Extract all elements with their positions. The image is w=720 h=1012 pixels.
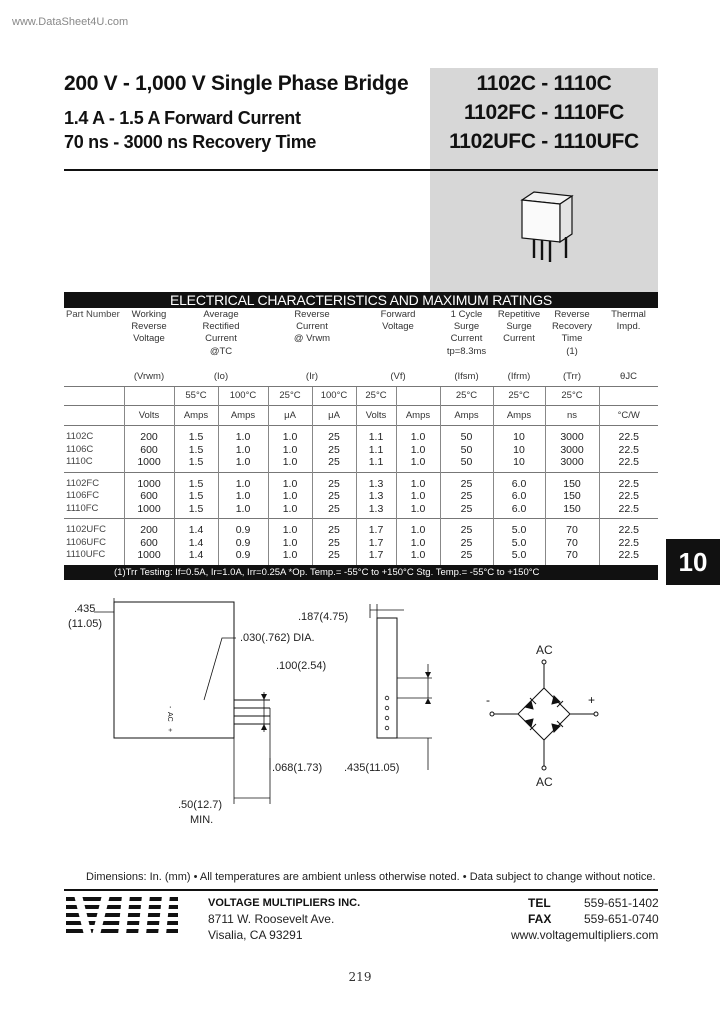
hdr-line: Repetitive bbox=[497, 309, 541, 320]
table-value: 70 bbox=[566, 524, 578, 536]
part-numbers-cell bbox=[64, 519, 124, 565]
forward-current-subtitle: 1.4 A - 1.5 A Forward Current bbox=[64, 108, 301, 128]
value-cell bbox=[493, 472, 545, 519]
table-value: 25 bbox=[328, 549, 340, 561]
value-cell bbox=[124, 426, 174, 473]
value-cell bbox=[218, 426, 268, 473]
table-value: 70 bbox=[566, 549, 578, 561]
table-value: 1.0 bbox=[235, 456, 251, 468]
table-value: 22.5 bbox=[618, 431, 639, 443]
data-rows bbox=[64, 426, 658, 565]
value-cell bbox=[545, 472, 599, 519]
part-number: 1110FC bbox=[66, 502, 99, 514]
title-rule bbox=[64, 169, 658, 171]
ac-bottom-label: AC bbox=[536, 775, 553, 789]
col-header-reverse-current bbox=[268, 308, 356, 368]
hdr-line: 1 Cycle bbox=[450, 309, 483, 320]
condition-cell: 25°C bbox=[268, 387, 312, 406]
value-cell bbox=[218, 519, 268, 565]
table-value: 1.4 bbox=[188, 549, 204, 561]
hdr-line: @TC bbox=[209, 345, 233, 357]
symbol-cell: (Ir) bbox=[305, 371, 319, 382]
part-number: 1110UFC bbox=[66, 549, 106, 560]
hdr-line: Reverse bbox=[131, 321, 167, 333]
value-cell bbox=[268, 519, 312, 565]
unit-cell: Volts bbox=[356, 406, 396, 426]
table-value: 10 bbox=[513, 456, 525, 468]
table-value: 1.0 bbox=[235, 443, 251, 456]
table-value: 22.5 bbox=[618, 549, 639, 561]
table-value: 1.5 bbox=[188, 443, 204, 456]
value-cell bbox=[312, 426, 356, 473]
table-value: 150 bbox=[563, 477, 581, 490]
table-value: 1.0 bbox=[282, 549, 298, 561]
condition-cell: 55°C bbox=[174, 387, 218, 406]
part-numbers-cell bbox=[64, 426, 124, 473]
table-value: 3000 bbox=[560, 443, 584, 456]
col-header-reverse-recovery bbox=[545, 308, 599, 368]
value-cell bbox=[599, 519, 658, 565]
value-cell bbox=[356, 426, 396, 473]
hdr-line: Forward bbox=[380, 309, 416, 320]
pin-mark-neg: - bbox=[166, 706, 173, 709]
symbol-cell: θJC bbox=[620, 371, 637, 382]
hdr-line: Time bbox=[561, 333, 583, 345]
company-address-2: Visalia, CA 93291 bbox=[208, 928, 303, 942]
unit-cell: Amps bbox=[218, 406, 268, 426]
company-address-1: 8711 W. Roosevelt Ave. bbox=[208, 912, 335, 926]
symbol-cell: (Vf) bbox=[390, 371, 406, 382]
condition-cell: 25°C bbox=[440, 387, 493, 406]
value-cell bbox=[174, 426, 218, 473]
schematic-neg-label: - bbox=[486, 693, 490, 707]
dim-435-side: .435(11.05) bbox=[344, 762, 400, 774]
table-value: 1.0 bbox=[410, 490, 426, 502]
hdr-line: Impd. bbox=[616, 321, 641, 333]
part-group-row bbox=[64, 519, 658, 565]
package-illustration bbox=[510, 186, 590, 272]
hdr-line: Reverse bbox=[554, 309, 590, 320]
section-tab: 10 bbox=[666, 539, 720, 585]
logo-text: VMI bbox=[66, 895, 68, 896]
value-cell bbox=[312, 519, 356, 565]
table-value: 1.5 bbox=[188, 502, 204, 515]
hdr-line: Surge bbox=[506, 321, 532, 333]
symbol-cell: (Vrwm) bbox=[133, 371, 165, 382]
value-cell bbox=[356, 472, 396, 519]
part-number: 1106UFC bbox=[66, 536, 106, 548]
unit-cell: °C/W bbox=[599, 406, 658, 426]
dim-187: .187(4.75) bbox=[298, 611, 349, 623]
condition-cell: 100°C bbox=[218, 387, 268, 406]
dim-100: .100(2.54) bbox=[276, 660, 327, 672]
value-cell bbox=[124, 519, 174, 565]
fax-number: 559-651-0740 bbox=[584, 912, 659, 926]
value-cell bbox=[599, 472, 658, 519]
symbol-cell: (Ifsm) bbox=[454, 371, 479, 382]
col-header-forward-voltage bbox=[356, 308, 440, 368]
table-value: 1.7 bbox=[368, 536, 384, 549]
condition-cell: 25°C bbox=[493, 387, 545, 406]
dim-068: .068(1.73) bbox=[272, 762, 323, 774]
table-value: 1.5 bbox=[188, 431, 204, 443]
value-cell bbox=[356, 519, 396, 565]
units-row bbox=[64, 406, 658, 426]
hdr-line: Current bbox=[450, 333, 483, 345]
col-header-repetitive-surge bbox=[493, 308, 545, 368]
table-value: 1.0 bbox=[410, 477, 426, 490]
part-range-fc: 1102FC - 1110FC bbox=[463, 101, 625, 124]
dim-50: .50(12.7) bbox=[178, 799, 223, 811]
table-value: 1.1 bbox=[368, 443, 384, 456]
table-value: 150 bbox=[563, 490, 581, 502]
table-title: ELECTRICAL CHARACTERISTICS AND MAXIMUM RATINGS bbox=[64, 292, 658, 308]
footer-rule bbox=[64, 889, 658, 891]
table-value: 1.0 bbox=[282, 431, 298, 443]
unit-cell: Amps bbox=[493, 406, 545, 426]
table-value: 1.3 bbox=[368, 477, 384, 490]
hdr-line: Current bbox=[296, 321, 328, 333]
table-value: 1.1 bbox=[368, 431, 384, 443]
table-value: 25 bbox=[460, 536, 473, 549]
table-value: 1.0 bbox=[410, 502, 426, 515]
condition-row bbox=[64, 387, 658, 406]
table-value: 1000 bbox=[137, 456, 161, 468]
table-value: 22.5 bbox=[618, 477, 639, 490]
value-cell bbox=[268, 426, 312, 473]
table-value: 1.1 bbox=[368, 456, 384, 468]
condition-cell bbox=[124, 387, 174, 406]
value-cell bbox=[440, 472, 493, 519]
hdr-line: Rectified bbox=[202, 321, 240, 333]
table-value: 50 bbox=[460, 456, 473, 468]
table-value: 25 bbox=[328, 502, 340, 515]
tel-number: 559-651-1402 bbox=[584, 896, 659, 910]
bridge-schematic bbox=[480, 640, 620, 790]
hdr-line: Voltage bbox=[133, 333, 165, 345]
table-value: 1.5 bbox=[188, 477, 204, 490]
table-value: 200 bbox=[140, 431, 158, 443]
table-value: 1.0 bbox=[410, 524, 426, 536]
value-cell bbox=[599, 426, 658, 473]
value-cell bbox=[440, 426, 493, 473]
condition-cell: 25°C bbox=[545, 387, 599, 406]
table-value: 6.0 bbox=[511, 502, 527, 515]
unit-cell: μA bbox=[312, 406, 356, 426]
table-value: 0.9 bbox=[235, 536, 251, 549]
hdr-line: Thermal bbox=[611, 309, 646, 320]
table-value: 3000 bbox=[560, 456, 584, 468]
value-cell bbox=[268, 472, 312, 519]
column-header-row bbox=[64, 308, 658, 368]
unit-cell: Amps bbox=[174, 406, 218, 426]
part-group-row bbox=[64, 426, 658, 473]
table-value: 1.0 bbox=[410, 443, 426, 456]
condition-cell bbox=[599, 387, 658, 406]
watermark-text: www.DataSheet4U.com bbox=[12, 16, 129, 28]
table-value: 150 bbox=[563, 502, 581, 515]
table-value: 1.0 bbox=[410, 536, 426, 549]
col-header-average-rectified-current bbox=[174, 308, 268, 368]
recovery-time-subtitle: 70 ns - 3000 ns Recovery Time bbox=[64, 132, 317, 152]
value-cell bbox=[174, 519, 218, 565]
symbol-cell: (Io) bbox=[213, 371, 229, 382]
value-cell bbox=[396, 426, 440, 473]
hdr-line: Surge bbox=[453, 321, 480, 333]
table-value: 1.5 bbox=[188, 456, 204, 468]
table-value: 1.4 bbox=[188, 536, 204, 549]
value-cell bbox=[545, 426, 599, 473]
table-value: 1.0 bbox=[410, 549, 426, 561]
table-value: 600 bbox=[140, 490, 158, 502]
table-value: 50 bbox=[460, 443, 473, 456]
vmi-logo bbox=[66, 895, 178, 939]
table-value: 22.5 bbox=[618, 524, 639, 536]
condition-cell bbox=[396, 387, 440, 406]
hdr-line: Working bbox=[131, 309, 167, 320]
col-header-working-reverse-voltage bbox=[124, 308, 174, 368]
table-value: 1000 bbox=[137, 502, 161, 515]
table-value: 1.5 bbox=[188, 490, 204, 502]
part-range-ufc: 1102UFC - 1110UFC bbox=[449, 130, 639, 153]
table-value: 25 bbox=[460, 477, 473, 490]
pin-mark-pos: + bbox=[166, 728, 173, 733]
unit-cell: μA bbox=[268, 406, 312, 426]
hdr-line: tp=8.3ms bbox=[446, 345, 487, 357]
ac-top-label: AC bbox=[536, 643, 553, 657]
electrical-characteristics-table bbox=[64, 292, 658, 580]
table-value: 1.0 bbox=[410, 456, 426, 468]
part-number: 1106C bbox=[66, 443, 94, 455]
table-value: 5.0 bbox=[511, 549, 527, 561]
table-value: 1.0 bbox=[282, 443, 298, 456]
website-link[interactable]: www.voltagemultipliers.com bbox=[511, 928, 659, 942]
part-group-row bbox=[64, 472, 658, 519]
symbol-cell: (Trr) bbox=[562, 371, 582, 382]
hdr-line: Recovery bbox=[551, 321, 593, 333]
unit-cell: Amps bbox=[396, 406, 440, 426]
table-value: 1.0 bbox=[235, 477, 251, 490]
value-cell bbox=[440, 519, 493, 565]
unit-cell: ns bbox=[545, 406, 599, 426]
value-cell bbox=[218, 472, 268, 519]
hdr-line: Reverse bbox=[294, 309, 330, 320]
dim-min: MIN. bbox=[190, 814, 214, 826]
value-cell bbox=[396, 519, 440, 565]
table-value: 25 bbox=[328, 536, 340, 549]
part-number: 1106FC bbox=[66, 490, 100, 501]
table-value: 50 bbox=[460, 431, 473, 443]
hdr-line: Current bbox=[503, 333, 535, 345]
table-value: 1.0 bbox=[282, 536, 298, 549]
fax-label: FAX bbox=[528, 912, 552, 926]
table-value: 1.0 bbox=[282, 490, 298, 502]
table-value: 25 bbox=[328, 456, 340, 468]
part-number: 1110C bbox=[66, 456, 93, 467]
hdr-line: Voltage bbox=[382, 321, 414, 333]
table-value: 25 bbox=[328, 431, 340, 443]
table-value: 0.9 bbox=[235, 524, 251, 536]
symbol-row bbox=[64, 368, 658, 387]
value-cell bbox=[493, 519, 545, 565]
table-value: 22.5 bbox=[618, 456, 639, 468]
part-number: 1102UFC bbox=[66, 524, 106, 535]
table-value: 1.0 bbox=[235, 431, 251, 443]
dim-435-inch: .435 bbox=[74, 603, 96, 615]
table-value: 1.0 bbox=[282, 502, 298, 515]
table-value: 22.5 bbox=[618, 536, 639, 549]
condition-cell: 25°C bbox=[356, 387, 396, 406]
table-value: 1.7 bbox=[368, 524, 384, 536]
company-name: VOLTAGE MULTIPLIERS INC. bbox=[208, 897, 361, 909]
dim-030-dia: .030(.762) DIA. bbox=[240, 632, 315, 644]
table-value: 1.0 bbox=[282, 477, 298, 490]
table-value: 5.0 bbox=[511, 536, 527, 549]
schematic-pos-label: + bbox=[588, 693, 596, 707]
table-value: 3000 bbox=[560, 431, 584, 443]
unit-cell: Volts bbox=[124, 406, 174, 426]
table-value: 25 bbox=[460, 490, 473, 502]
value-cell bbox=[312, 472, 356, 519]
table-value: 1.4 bbox=[188, 524, 204, 536]
hdr-line: Average bbox=[203, 309, 239, 320]
col-header-one-cycle-surge bbox=[440, 308, 493, 368]
value-cell bbox=[396, 472, 440, 519]
table-value: 10 bbox=[513, 443, 525, 456]
table-value: 1.3 bbox=[368, 490, 384, 502]
table-value: 22.5 bbox=[618, 443, 639, 456]
table-value: 1.0 bbox=[235, 502, 251, 515]
table-value: 22.5 bbox=[618, 502, 639, 515]
part-number: 1102C bbox=[66, 431, 94, 442]
table-value: 1.0 bbox=[282, 524, 298, 536]
table-value: 1.0 bbox=[282, 456, 298, 468]
table-value: 1000 bbox=[137, 549, 161, 561]
table-value: 600 bbox=[140, 536, 158, 549]
dimensions-note: Dimensions: In. (mm) • All temperatures are ambient unless otherwise noted. • Data subject to change without notice. bbox=[86, 871, 656, 883]
table-value: 1.0 bbox=[235, 490, 251, 502]
value-cell bbox=[493, 426, 545, 473]
table-value: 1.7 bbox=[368, 549, 384, 561]
table-value: 25 bbox=[460, 549, 473, 561]
table-footnote: (1)Trr Testing: If=0.5A, Ir=1.0A, Irr=0.25A *Op. Temp.= -55°C to +150°C Stg. Temp.= -55°C to +150°C bbox=[64, 565, 658, 580]
table-value: 25 bbox=[460, 524, 473, 536]
pin-mark-ac: AC bbox=[166, 712, 173, 722]
hdr-line: Current bbox=[205, 333, 237, 345]
table-value: 25 bbox=[328, 524, 340, 536]
col-header-thermal-impedance bbox=[599, 308, 658, 368]
part-number: 1102FC bbox=[66, 477, 100, 489]
table-value: 1000 bbox=[137, 477, 161, 490]
tel-label: TEL bbox=[528, 896, 551, 910]
table-value: 25 bbox=[328, 443, 340, 456]
unit-cell: Amps bbox=[440, 406, 493, 426]
condition-cell: 100°C bbox=[312, 387, 356, 406]
table-value: 5.0 bbox=[511, 524, 527, 536]
table-value: 200 bbox=[140, 524, 158, 536]
table-value: 600 bbox=[140, 443, 158, 456]
table-value: 0.9 bbox=[235, 549, 251, 561]
table-value: 25 bbox=[328, 477, 340, 490]
dim-435-mm: (11.05) bbox=[68, 618, 103, 630]
part-numbers-cell bbox=[64, 472, 124, 519]
symbol-cell: (Ifrm) bbox=[507, 371, 531, 382]
part-range-c: 1102C - 1110C bbox=[476, 72, 612, 95]
table-value: 6.0 bbox=[511, 477, 527, 490]
page-title: 200 V - 1,000 V Single Phase Bridge bbox=[64, 72, 409, 95]
page-number: 219 bbox=[348, 970, 372, 984]
part-number-header: Part Number bbox=[66, 309, 120, 320]
table-value: 1.3 bbox=[368, 502, 384, 515]
table-value: 1.0 bbox=[410, 431, 426, 443]
hdr-line: @ Vrwm bbox=[293, 333, 331, 345]
table-value: 25 bbox=[460, 502, 473, 515]
table-value: 6.0 bbox=[511, 490, 527, 502]
value-cell bbox=[545, 519, 599, 565]
table-value: 70 bbox=[566, 536, 578, 549]
hdr-line: (1) bbox=[566, 345, 578, 357]
table-value: 25 bbox=[328, 490, 340, 502]
table-value: 22.5 bbox=[618, 490, 639, 502]
table-value: 10 bbox=[513, 431, 525, 443]
value-cell bbox=[174, 472, 218, 519]
value-cell bbox=[124, 472, 174, 519]
